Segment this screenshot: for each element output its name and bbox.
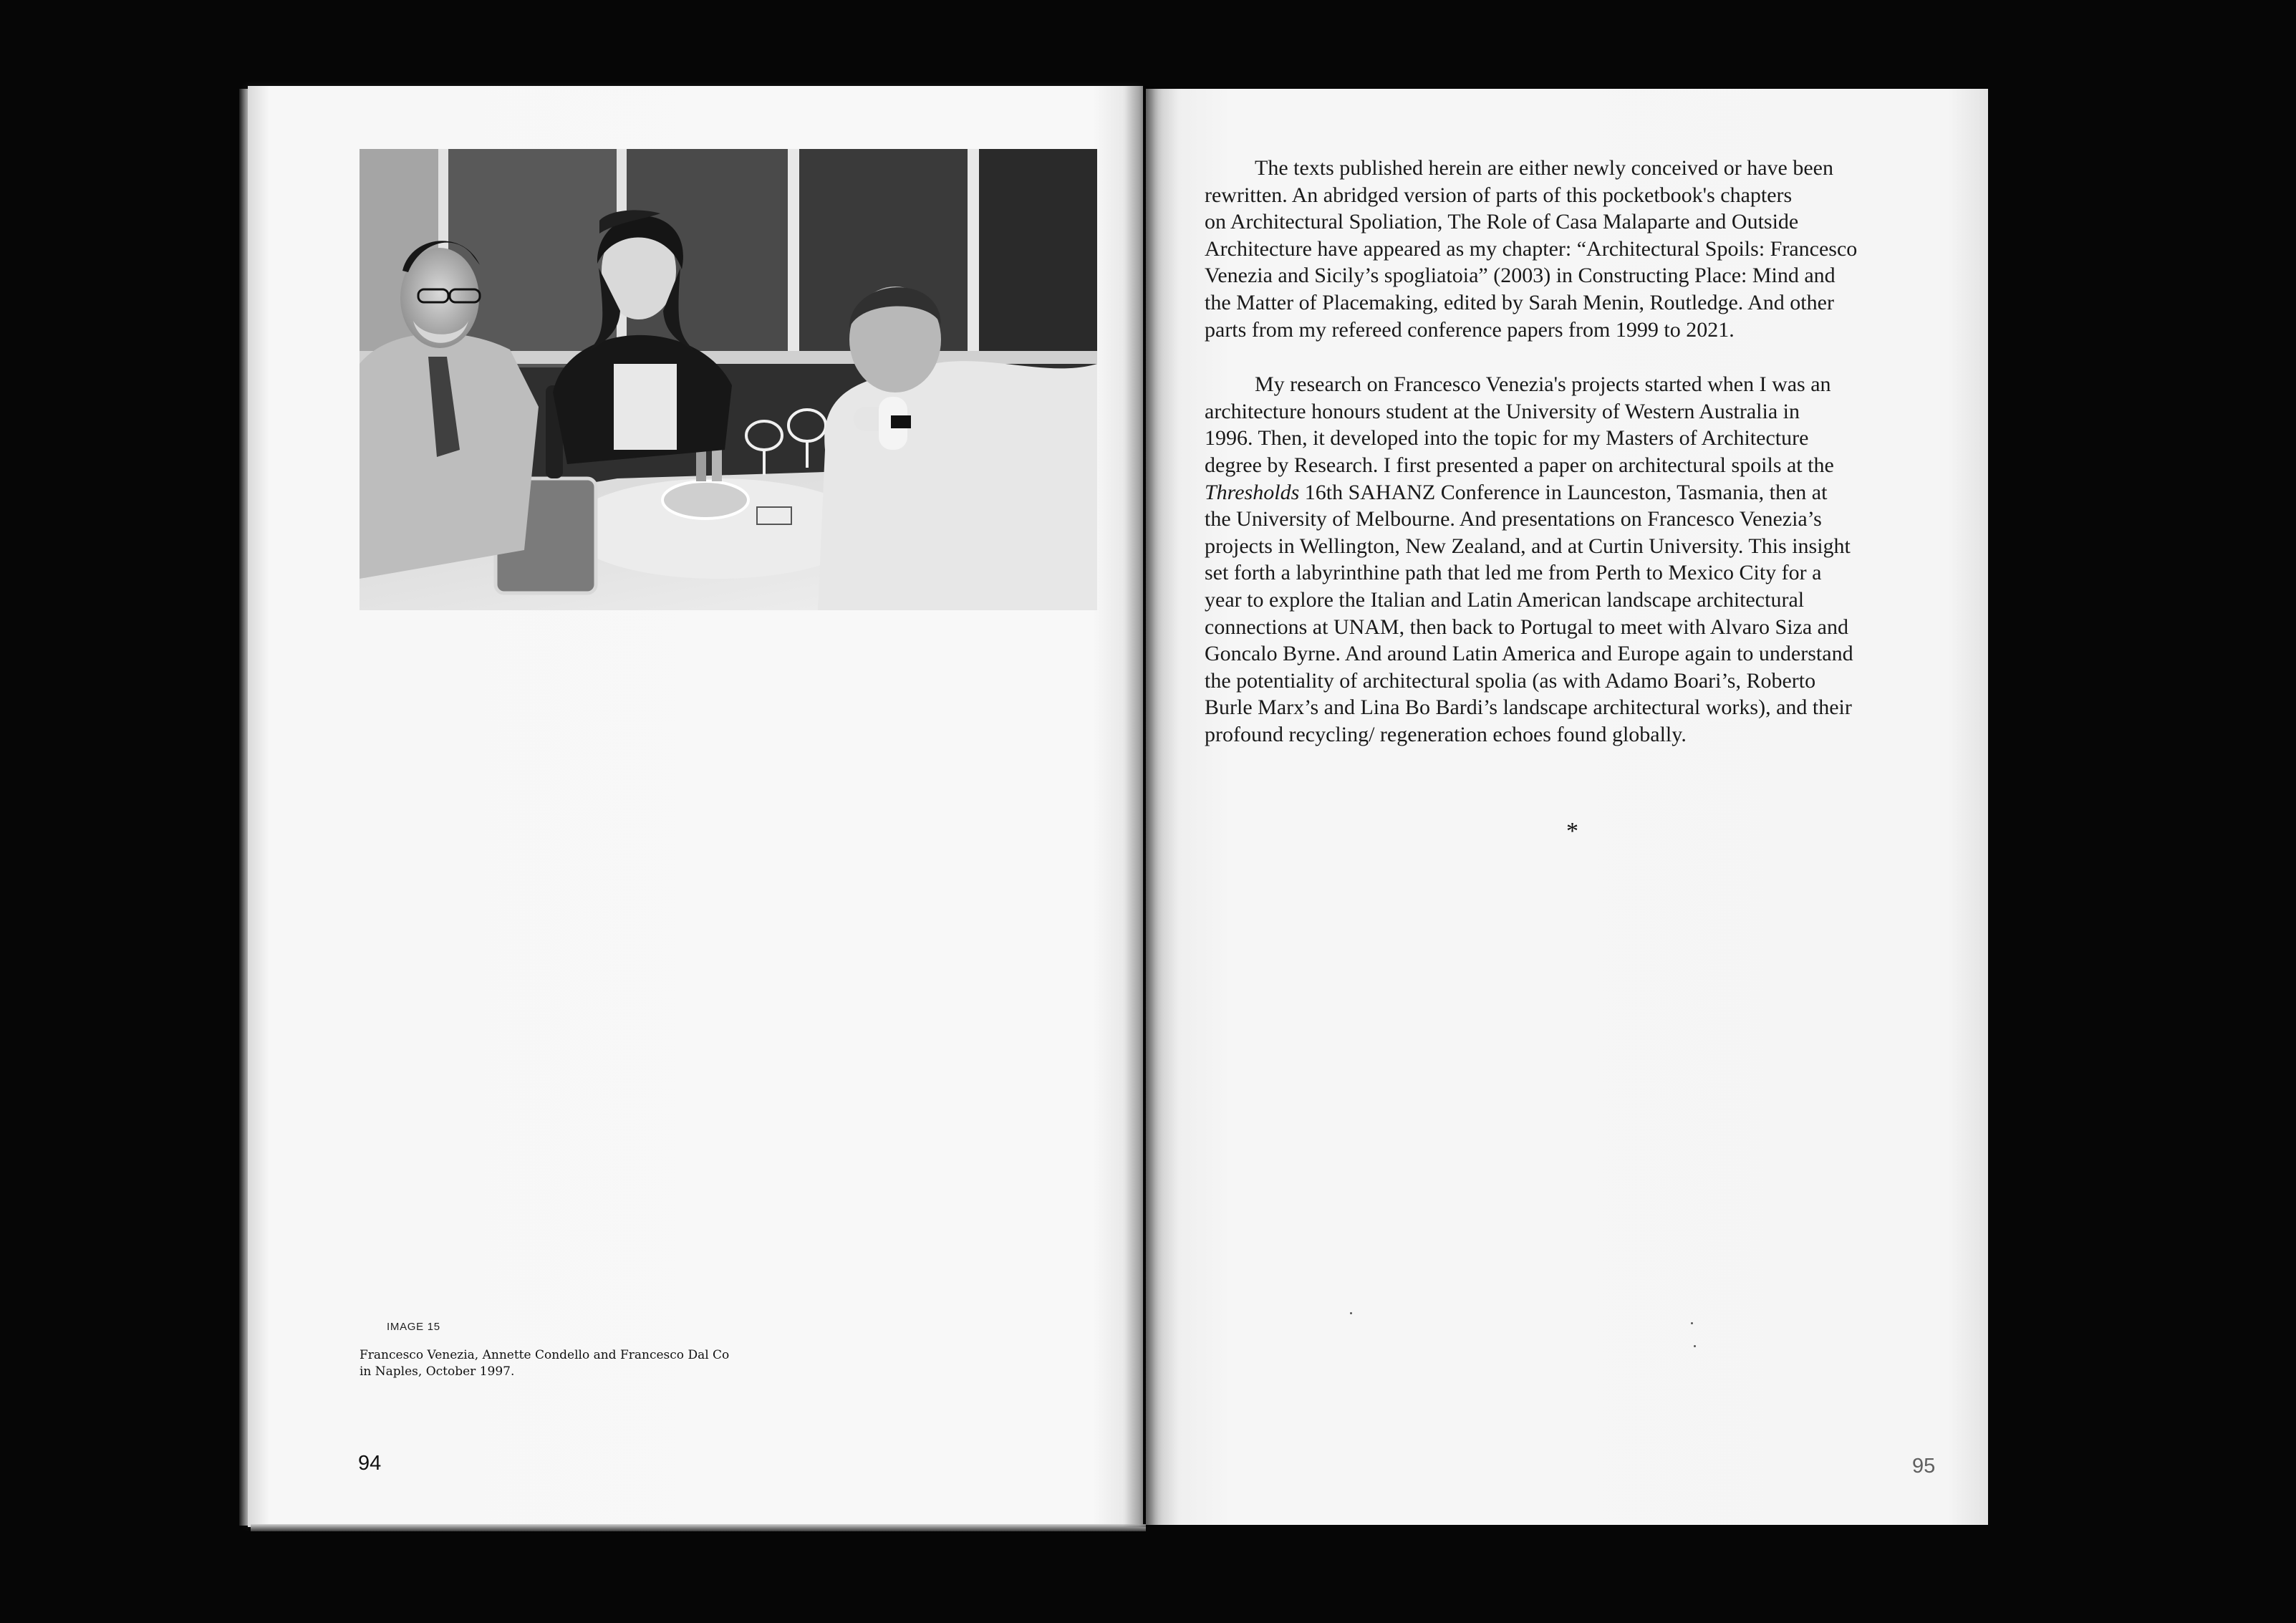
paragraph-line: Goncalo Byrne. And around Latin America and Europe again to understand	[1205, 642, 1853, 666]
photograph	[360, 149, 1097, 610]
body-text	[1205, 155, 1939, 748]
image-label: IMAGE 15	[387, 1321, 440, 1333]
page-number-left: 94	[358, 1452, 382, 1475]
italic-text: Thresholds	[1205, 480, 1300, 504]
paragraph-line: profound recycling/ regeneration echoes found globally.	[1205, 722, 1687, 746]
paragraph-line: the potentiality of architectural spolia (as with Adamo Boari’s, Roberto	[1205, 668, 1816, 693]
paragraph-line	[1205, 479, 1939, 506]
paragraph-line: year to explore the Italian and Latin American landscape architectural	[1205, 587, 1805, 612]
paragraph-2	[1205, 371, 1939, 748]
section-separator: *	[1566, 818, 1578, 844]
photo-illustration	[360, 149, 1097, 610]
paragraph-line: The texts published herein are either newly conceived or have been	[1255, 156, 1833, 180]
paragraph-line: connections at UNAM, then back to Portugal to meet with Alvaro Siza and	[1205, 615, 1848, 639]
paragraph-line: Architecture have appeared as my chapter: “Architectural Spoils: Francesco	[1205, 236, 1858, 261]
paragraph-line: architecture honours student at the University of Western Australia in	[1205, 399, 1800, 423]
image-caption	[360, 1347, 761, 1380]
right-page	[1146, 89, 1988, 1525]
paragraph-line: Burle Marx’s and Lina Bo Bardi’s landscape architectural works), and their	[1205, 695, 1852, 720]
paragraph-line: on Architectural Spoliation, The Role of Casa Malaparte and Outside	[1205, 210, 1799, 234]
paragraph-line: degree by Research. I first presented a paper on architectural spoils at the	[1205, 453, 1834, 477]
paragraph-line: set forth a labyrinthine path that led me from Perth to Mexico City for a	[1205, 561, 1822, 585]
paragraph-1	[1205, 155, 1939, 343]
paragraph-line: 1996. Then, it developed into the topic for my Masters of Architecture	[1205, 426, 1809, 451]
book-bottom-edge	[251, 1524, 1146, 1531]
paragraph-line-text: 16th SAHANZ Conference in Launceston, Tasmania, then at	[1299, 480, 1828, 504]
paragraph-line: the Matter of Placemaking, edited by Sarah Menin, Routledge. And other	[1205, 290, 1834, 314]
paper-speck	[1691, 1322, 1693, 1324]
image-caption-line: in Naples, October 1997.	[360, 1364, 515, 1379]
paragraph-line: projects in Wellington, New Zealand, and at Curtin University. This insight	[1205, 534, 1851, 558]
paragraph-line: My research on Francesco Venezia's projects started when I was an	[1255, 372, 1831, 397]
page-number-right: 95	[1912, 1455, 1936, 1478]
paper-speck	[1694, 1345, 1696, 1347]
image-caption-line: Francesco Venezia, Annette Condello and Francesco Dal Co	[360, 1348, 730, 1362]
paragraph-line: rewritten. An abridged version of parts of this pocketbook's chapters	[1205, 183, 1793, 207]
paragraph-line: parts from my refereed conference papers from 1999 to 2021.	[1205, 317, 1735, 342]
left-page	[248, 86, 1143, 1527]
paragraph-line: Venezia and Sicily’s spogliatoia” (2003) in Constructing Place: Mind and	[1205, 264, 1836, 288]
paragraph-line: the University of Melbourne. And presentations on Francesco Venezia’s	[1205, 507, 1822, 531]
image-caption-block	[360, 1321, 761, 1380]
paper-speck	[1350, 1312, 1352, 1314]
